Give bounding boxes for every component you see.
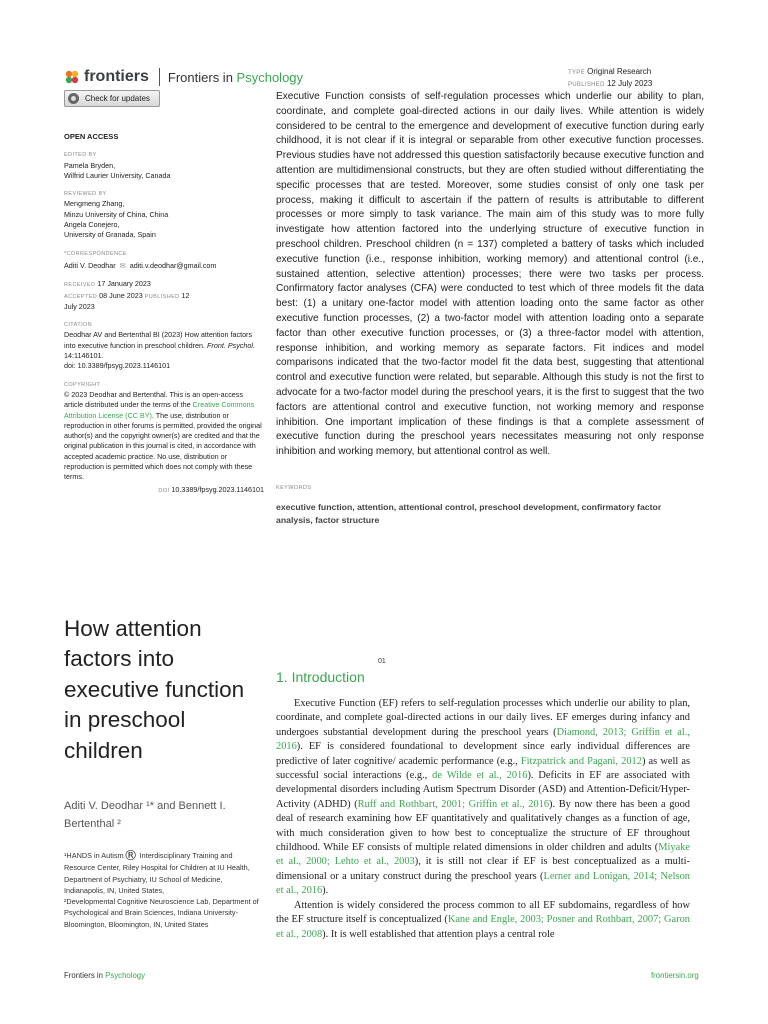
citation-link[interactable]: Fitzpatrick and Pagani, 2012 (520, 755, 642, 767)
intro-text: Executive Function (EF) refers to self-regulation processes which underlie our ability to plan, coordinate, and complete goal-directed actions in our daily lives. EF emerges during infancy and undergoes substantial development during the preschool years ( (276, 698, 690, 738)
affiliation-1-text-cont: Interdisciplinary Training and Resource Center, Riley Hospital for Children at IU Health, Department of Psychiatry, IU School of Medicine, Indianapolis, IN, United States, (64, 851, 250, 895)
logo-divider (159, 68, 160, 86)
check-updates-label: Check for updates (85, 94, 150, 103)
copyright-text-cont: . The use, distribution or reproduction in other forums is permitted, provided the original author(s) and the copyright owner(s) are credited and that the original publication in this journal is cited, in accordance with accepted academic practice. No use, distribution or reproduction is permitted which does not comply with these terms. (64, 410, 262, 482)
published-date: 12 (181, 290, 190, 300)
received-label: RECEIVED (64, 282, 96, 289)
article-metadata (64, 132, 264, 496)
published-date-cont: July 2023 (64, 301, 95, 311)
reviewer-affiliation: University of Granada, Spain (64, 230, 156, 240)
correspondence-name: Aditi V. Deodhar (64, 260, 116, 270)
citation-link[interactable]: Miyake et al., 2000; Lehto et al., 2003 (276, 842, 690, 868)
accepted-date: 08 June 2023 (99, 290, 143, 300)
copyright-label: COPYRIGHT (64, 381, 101, 388)
correspondence-email[interactable]: aditi.v.deodhar@gmail.com (129, 260, 217, 270)
page-number: 01 (378, 658, 386, 665)
section-heading-introduction: 1. Introduction (276, 669, 365, 685)
citation-volume: 14:1146101. (64, 351, 104, 361)
affiliation-2: ²Developmental Cognitive Neuroscience Lab, Department of Psychological and Brain Sciences, Indiana University-Bloomington, Bloomington, IN, United States (64, 897, 259, 929)
frontiers-logo-icon (64, 69, 80, 85)
intro-paragraph (276, 697, 690, 899)
reviewer-name: Mengmeng Zhang, (64, 199, 125, 209)
citation-link[interactable]: Diamond, 2013; Griffin et al., 2016 (276, 726, 690, 753)
accepted-label: ACCEPTED (64, 293, 98, 300)
published-label: PUBLISHED (568, 82, 605, 88)
cc-by-license-link[interactable]: Creative Commons Attribution License (CC BY) (64, 400, 255, 420)
frontiers-logo[interactable] (64, 66, 303, 88)
footer-journal-subject: Psychology (105, 971, 146, 980)
journal-subject: Psychology (236, 69, 304, 85)
accepted-row (64, 291, 264, 302)
affiliation-1 (64, 850, 264, 896)
intro-paragraph (276, 899, 690, 942)
intro-text: ), it is still not clear if EF is best conceptualized as a multi-dimensional or a unitary construct during the preschool years ( (276, 856, 690, 882)
correspondence (64, 261, 264, 271)
citation-link[interactable]: de Wilde et al., 2016 (432, 770, 528, 782)
introduction-body (276, 697, 690, 942)
footer-website-link[interactable]: frontiersin.org (651, 971, 699, 980)
affiliation-1-text: ¹HANDS in Autism (64, 851, 124, 860)
intro-text: ). EF is considered foundational to development since early individual differences are predictive of later cognitive/ academic performance (e.g., (276, 741, 690, 767)
citation-journal: Front. Psychol. (207, 340, 255, 350)
registered-mark: ® (123, 848, 138, 864)
journal-name (168, 70, 303, 85)
citation-doi: doi: 10.3389/fpsyg.2023.1146101 (64, 361, 171, 371)
keywords: executive function, attention, attentional control, preschool development, confirmatory factor analysis, factor structure (276, 502, 662, 525)
citation-link[interactable]: Lerner and Lonigan, 2014; Nelson et al., 2016 (276, 870, 690, 897)
open-access-label: OPEN ACCESS (64, 132, 119, 141)
type-value: Original Research (587, 67, 652, 76)
editor-affiliation: Wilfrid Laurier University, Canada (64, 170, 171, 180)
citation (64, 330, 264, 371)
footer-journal (64, 971, 145, 980)
published-label: PUBLISHED (144, 293, 180, 300)
doi-label: DOI (158, 487, 170, 494)
published-date-header (568, 79, 652, 88)
intro-text: ). It is well established that attention plays a central role (322, 928, 555, 940)
edited-by-label: EDITED BY (64, 152, 97, 159)
received-date: 17 January 2023 (97, 279, 151, 289)
doi-line (64, 485, 264, 496)
envelope-icon: ✉ (119, 260, 126, 270)
authors: Aditi V. Deodhar ¹* and Bennett I. Bertenthal ² (64, 800, 226, 830)
abstract: Executive Function consists of self-regulation processes which underlie our ability to plan, coordinate, and complete goal-directed actions in our daily lives. While attention is widely considered to be central to the emergence and development of executive function during early childhood, it is not clear if it is integral or separable from other executive function processes. Previous studies have not addressed this question satisfactorily because executive function and attention are multidimensional constructs, but they are often studied without differentiating the specific processes that are tested. Moreover, some studies consist of only one task per process, making it difficult to ascertain if the pattern of results is attributable to different processes or more simply to task variance. The main aim of this study was to more fully investigate how attention factored into the underlying structure of executive function in preschool children. Preschool children (n = 137) completed a battery of tasks which included executive function (i.e., response inhibition, working memory) and attentional control (i.e., sustained attention, selective attention) processes; there were two tasks per process. Confirmatory factor analyses (CFA) were conducted to test which of three models fit the data best: (1) a unitary one-factor model with attention loading onto the same factor as other executive function processes, (2) a two-factor model with attention loading onto a separate factor than other executive function processes, or (3) a three-factor model with attention, response inhibition, and working memory as separate factors. Fit indices and model comparisons indicated that the two-factor model fit the data best, suggesting that attentional control and executive function were related, but separable. Although this study is not the first to advocate for a two-factor model during the preschool years, it is the first to suggest that the two factors are attentional control and executive function, not working memory and response inhibition. One important implication of these findings is that a complete assessment of executive function during the preschool years necessitates measuring not only response inhibition and working memory, but attentional control as well. (276, 91, 704, 458)
reviewer-name: Angela Conejero, (64, 220, 120, 230)
intro-text: ). (322, 885, 329, 897)
reviewer-affiliation: Minzu University of China, China (64, 209, 169, 219)
intro-text: ). Deficits in EF are associated with developmental disorders including Autism Spectrum Disorder (ASD) and Attention-Deficit/Hyper-Activity (ADHD) ( (276, 770, 690, 810)
published-value: 12 July 2023 (606, 79, 653, 88)
article-type (568, 67, 651, 76)
footer-journal-prefix: Frontiers in (64, 971, 106, 980)
check-for-updates-button[interactable] (64, 90, 160, 107)
journal-prefix: Frontiers in (167, 69, 237, 85)
article-title: How attention factors into executive function in preschool children (64, 616, 245, 763)
intro-text: Attention is widely considered the process common to all EF subdomains, regardless of how the EF structure itself is conceptualized ( (276, 899, 690, 926)
intro-text: ) as well as successful social interactions (e.g., (276, 755, 690, 782)
editor-name: Pamela Bryden, (64, 160, 116, 170)
correspondence-label: *CORRESPONDENCE (64, 250, 127, 257)
affiliations (64, 850, 264, 930)
logo-wordmark: frontiers (84, 68, 149, 85)
citation-link[interactable]: Ruff and Rothbart, 2001; Griffin et al., 2016 (357, 798, 550, 810)
type-label: TYPE (568, 70, 585, 76)
citation-text: Deodhar AV and Bertenthal BI (2023) How attention factors into executive function in preschool children. (64, 330, 253, 350)
citation-link[interactable]: Kane and Engle, 2003; Posner and Rothbart, 2007; Garon et al., 2008 (276, 914, 691, 940)
intro-text: ). By now there has been a good deal of research examining how EF quantitatively and qualitatively changes as a function of age, with much consideration given to how best to conceptualize the structure of EF throughout childhood. While EF consists of multiple related dimensions in older children and adults ( (276, 798, 690, 854)
received-row (64, 279, 264, 290)
keywords-label: KEYWORDS (276, 485, 312, 491)
copyright-text: © 2023 Deodhar and Bertenthal. This is an open-access article distributed under the terms of the (64, 389, 243, 410)
doi-value[interactable]: 10.3389/fpsyg.2023.1146101 (171, 484, 264, 494)
crossmark-icon (68, 93, 79, 104)
reviewed-by-label: REVIEWED BY (64, 191, 107, 198)
copyright (64, 390, 264, 483)
citation-label: CITATION (64, 322, 93, 329)
